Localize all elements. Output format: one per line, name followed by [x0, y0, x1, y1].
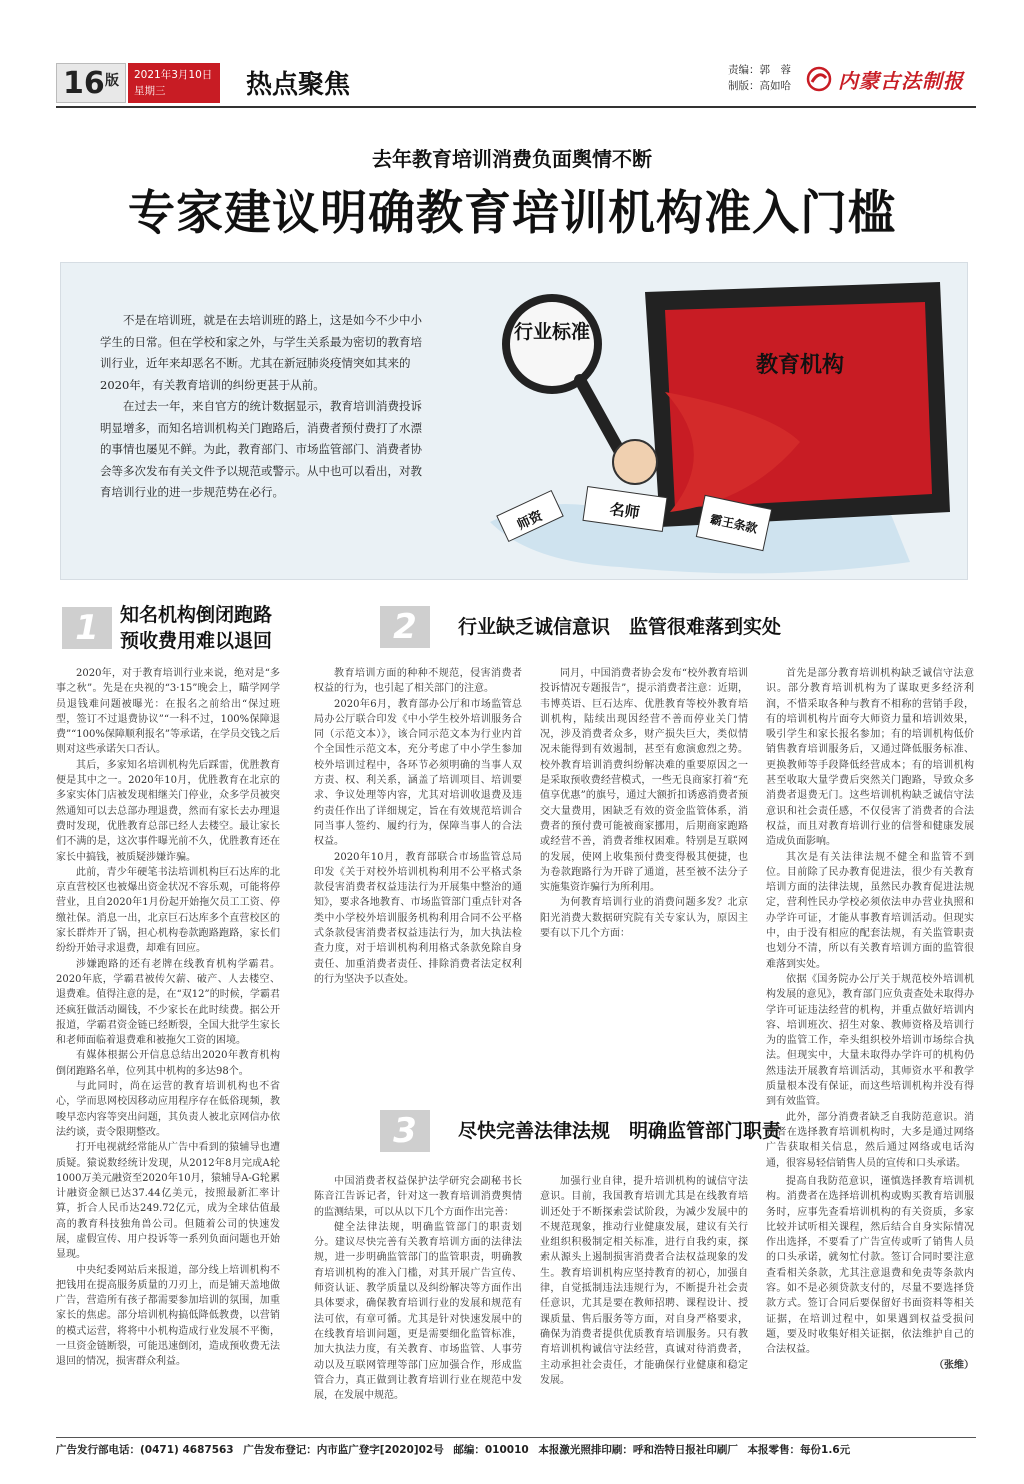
body-paragraph: 打开电视就经常能从广告中看到的猿辅导也遭质疑。猿说数经统计发现，从2012年8月完成A轮1000万美元融资至2020年10月，猿辅导A-G轮累计融资金额已达37.44亿美元，按照最新汇率计算，折合人民币达249.72亿元，成为全球估值最高的教育科技独角兽公司。但随着公司的快速发展，虚假宣传、用户投诉等一系列负面问题也开始显现。: [56, 1142, 280, 1261]
body-paragraph: 教育培训方面的种种不规范，侵害消费者权益的行为，也引起了相关部门的注意。: [314, 668, 522, 695]
article-subtitle: 去年教育培训消费负面舆情不断: [372, 147, 652, 171]
section1-heading: [62, 602, 272, 654]
page-ban-label: 版: [105, 73, 119, 89]
body-paragraph: 有媒体根据公开信息总结出2020年教育机构倒闭跑路名单，位列其中机构的多达98个。: [56, 1050, 280, 1077]
intro-paragraph: 不是在培训班，就是在去培训班的路上，这是如今不少中小学生的日常。但在学校和家之外，与学生关系最为密切的教育培训行业，近年来却恶名不断。尤其在新冠肺炎疫情突如其来的2020年，有关教育培训的纠纷更甚于从前。: [100, 313, 422, 392]
page-number: 16: [63, 66, 105, 101]
paper-label: 名师: [608, 499, 641, 522]
body-paragraph: 中国消费者权益保护法学研究会副秘书长陈音江告诉记者，针对这一教育培训消费舆情的监测结果，可以从以下几个方面作出完善：: [314, 1176, 522, 1218]
body-paragraph: 健全法律法规，明确监管部门的职责划分。建议尽快完善有关教育培训方面的法律法规，进一步明确监管部门的监管职责，明确教育培训机构的准入门槛，对其开展广告宣传、师资认证、教学质量以及纠纷解决等方面作出具体要求，确保教育培训行业的发展和规范有法可依，有章可循。尤其是针对快速发展中的在线教育培训问题，更是需要细化监管标准，加大执法力度，有关教育、市场监管、人事劳动以及互联网管理等部门应加强合作，形成监管合力，真正做到让教育培训行业在规范中发展，在发展中规范。: [314, 1221, 522, 1402]
intro-text: [100, 310, 430, 504]
paper-emblem-icon: [806, 66, 832, 92]
editor-name: 责编：郭 蓉: [728, 64, 791, 76]
body-paragraph: 提高自我防范意识，谨慎选择教育培训机构。消费者在选择培训机构或购买教育培训服务时，应事先查看培训机构的有关资质，多家比较并试听相关课程，然后结合自身实际情况作出选择，不要看了广告宣传或听了销售人员的口头承诺，就匆忙付款。签订合同时要注意查看相关条款，尤其注意退费和免责等条款内容。如不是必须贷款支付的，尽量不要选择贷款方式。签订合同后要保留好书面资料等相关证据，在培训过程中，如果遇到权益受损问题，要及时收集好相关证据，依法维护自己的合法权益。: [766, 1176, 974, 1356]
body-paragraph: 2020年10月，教育部联合市场监管总局印发《关于对校外培训机构利用不公平格式条款侵害消费者权益违法行为开展集中整治的通知》，要求各地教育、市场监管部门重点针对各类中小学校外培训服务机构利用合同不公平格式条款侵害消费者权益违法行为，加大执法检查力度，对于培训机构利用格式条款免除自身责任、加重消费者责任、排除消费者法定权利的行为坚决予以查处。: [314, 851, 522, 985]
header-divider: [56, 106, 976, 108]
producer-name: 制版：高如哈: [728, 80, 791, 92]
section3-number: 3: [380, 1110, 430, 1152]
issue-weekday: 星期三: [134, 85, 166, 97]
ad-phone: 广告发行部电话：(0471) 4687563: [56, 1444, 234, 1456]
body-paragraph: 2020年6月，教育部办公厅和市场监管总局办公厅联合印发《中小学生校外培训服务合同（示范文本）》，该合同示范文本为行业内首个全国性示范文本，充分考虑了中小学生参加校外培训过程中，各环节必须明确的当事人双方责、权、利关系，涵盖了培训项目、培训要求、争议处理等内容，尤其对培训收退费及违约责任作出了详细规定，旨在有效规范培训合同当事人签约、履约行为，保障当事人的合法权益。: [314, 698, 522, 848]
section-name: 热点聚焦: [246, 70, 351, 100]
printing-info: 本报激光照排印刷：呼和浩特日报社印刷厂: [538, 1444, 738, 1456]
cartoon-illustration: [470, 262, 970, 580]
magnifier-handle: [580, 380, 620, 452]
section2-column: [766, 666, 974, 1171]
issue-date: 2021年3月10日: [134, 69, 213, 81]
body-paragraph: 此前，青少年硬笔书法培训机构巨石达库的北京直营校区也被爆出资金状况不容乐观，可能将停营业，且自2020年1月份起开始拖欠员工工资、停缴社保。消息一出，北京巨石达库多个直营校区的家长群炸开了锅，担心机构卷款跑路跑路，家长们纷纷开始寻求退费，却难有回应。: [56, 866, 280, 955]
paper-label: 师资: [515, 508, 546, 534]
footer-divider: [56, 1437, 976, 1438]
author-signature: （张维）: [934, 1359, 974, 1371]
section3-column: [540, 1174, 748, 1388]
body-paragraph: 为何教育培训行业的消费问题多发？北京阳光消费大数据研究院有关专家认为，原因主要有以下几个方面：: [540, 897, 748, 940]
body-paragraph: 其次是有关法律法规不健全和监管不到位。目前除了民办教育促进法，很少有关教育培训方面的法律法规，虽然民办教育促进法规定，营利性民办学校必须依法申办营业执照和办学许可证，才能从事教育培训活动。但现实中，由于没有相应的配套法规，有关监管职责也划分不清，所以有关教育培训方面的监管很难落到实处。: [766, 851, 974, 970]
body-paragraph: 同月，中国消费者协会发布“校外教育培训投诉情况专题报告”，提示消费者注意：近期，韦博英语、巨石达库、优胜教育等校外教育培训机构，陆续出现因经营不善而停业关门情况，涉及消费者众多，财产损失巨大，类似情况未能得到有效遏制，甚至有愈演愈烈之势。校外教育培训消费纠纷解决难的重要原因之一是采取预收费经营模式，一些无良商家打着“充值享优惠”的旗号，通过大额折扣诱惑消费者预交大量费用，困缺乏有效的资金监管体系，消费者的预付费可能被商家挪用，后期商家跑路或经营不善，消费者维权困难。特别是互联网的发展，使网上收集预付费变得极其便捷，也为卷款跑路行为开辟了通道，甚至被不法分子实施集资诈骗行为所利用。: [540, 668, 748, 894]
section1-number: 1: [62, 607, 112, 649]
masthead: [56, 58, 976, 106]
footer: [56, 1442, 976, 1457]
section3-heading: [380, 1110, 781, 1152]
body-paragraph: 此外，部分消费者缺乏自我防范意识。消费者在选择教育培训机构时，大多是通过网络广告获取相关信息，然后通过网络或电话沟通，很容易轻信销售人员的宣传和口头承诺。: [766, 1111, 974, 1169]
magnifier-label: 行业标准: [513, 321, 591, 343]
article-title: 专家建议明确教育培训机构准入门槛: [128, 186, 896, 241]
section3-title: 尽快完善法律法规 明确监管部门职责: [458, 1120, 782, 1142]
section2-title: 行业缺乏诚信意识 监管很难落到实处: [458, 616, 782, 638]
body-paragraph: 首先是部分教育培训机构缺乏诚信守法意识。部分教育培训机构为了谋取更多经济利润，不惜采取各种与教育不相称的营销手段，有的培训机构片面夸大师资力量和培训效果，吸引学生和家长报名参加；有的培训机构低价销售教育培训服务后，又通过降低服务标准、更换教师等手段降低经营成本；有的培训机构甚至收取大量学费后突然关门跑路，导致众多消费者退费无门。这些培训机构缺乏诚信守法意识和社会责任感，不仅侵害了消费者的合法权益，而且对教育培训行业的信誉和健康发展造成负面影响。: [766, 668, 974, 848]
body-paragraph: 2020年，对于教育培训行业来说，绝对是“多事之秋”。先是在央视的“3·15”晚会上，瞄学网学员退钱难问题被曝光：在报名之前给出“保过班型，签订不过退费协议”“一科不过，100%保障退费”“100%保障顺利报名”等承诺，在学员交钱之后则对这些承诺矢口否认。: [56, 668, 280, 756]
section3-column: [314, 1174, 522, 1403]
newspaper-logo: [806, 64, 976, 94]
body-paragraph: 与此同时，尚在运营的教育培训机构也不省心，学而思网校因移动应用程序存在低俗现频，教唆早恋内容等突出问题，其负责人被北京网信办依法约谈，责令限期整改。: [56, 1081, 280, 1138]
section2-column: [314, 666, 522, 987]
section2-number: 2: [380, 606, 430, 648]
screen-label: 教育机构: [755, 353, 845, 378]
page-number-box: [56, 63, 126, 103]
body-paragraph: 中央纪委网站后来报道，部分线上培训机构不把钱用在提高服务质量的刀刃上，而是铺天盖地做广告，营造所有孩子都需要参加培训的氛围，加重家长的焦虑。部分培训机构搞低降低教费，以营销的模式运营，将将中小机构造成行业发展不平衡，一旦资金链断裂，可能迅速倒闭，造成预收费无法退回的情况，损害群众利益。: [56, 1264, 280, 1368]
paper-label: 霸王条款: [708, 512, 759, 536]
intro-paragraph: 在过去一年，来自官方的统计数据显示，教育培训消费投诉明显增多，而知名培训机构关门跑路后，消费者预付费打了水漂的事情也屡见不鲜。为此，教育部门、市场监管部门、消费者协会等多次发布有关文件予以规范或警示。从中也可以看出，对教育培训行业的进一步规范势在必行。: [100, 399, 422, 499]
body-paragraph: 加强行业自律，提升培训机构的诚信守法意识。目前，我国教育培训尤其是在线教育培训还处于不断探索尝试阶段，为减少发展中的不规范现象，推动行业健康发展，建议有关行业组织积极制定相关标准，进行自我约束，探索从源头上遏制损害消费者合法权益现象的发生。教育培训机构应坚持教育的初心，加强自律，自觉抵制违法违规行为，不断提升社会责任意识，尤其是要在教师招聘、课程设计、授课质量、售后服务等方面，对自身严格要求，确保为消费者提供优质教育培训服务。只有教育培训机构诚信守法经营，真诚对待消费者，主动承担社会责任，才能确保行业健康和稳定发展。: [540, 1176, 748, 1386]
section1-column: [56, 666, 280, 1370]
hand-icon: [613, 440, 657, 484]
ad-registration: 广告发布登记：内市监广登字[2020]02号: [243, 1444, 444, 1456]
section3-column: [766, 1174, 974, 1373]
section1-title-line1: 知名机构倒闭跑路: [120, 604, 273, 626]
section2-heading: [380, 606, 781, 648]
body-paragraph: 涉嫌跑路的还有老牌在线教育机构学霸君。2020年底，学霸君被传欠薪、破产、人去楼空、退费难。值得注意的是，在“双12”的时候，学霸君还疯狂做活动圈钱，不少家长在此时续费。据公开报道，学霸君资金链已经断裂，全国大批学生家长和老师面临着退费难和被拖欠工资的困境。: [56, 958, 280, 1047]
section2-column: [540, 666, 748, 941]
section1-title-line2: 预收费用难以退回: [120, 630, 273, 652]
retail-price: 本报零售：每份1.6元: [747, 1444, 851, 1456]
editor-info: [728, 62, 791, 94]
body-paragraph: 其后，多家知名培训机构先后踩雷，优胜教育便是其中之一。2020年10月，优胜教育在北京的多家实体门店被发现相继关门停业，众多学员被突然通知可以去总部办理退费，然而有家长去办理退费时发现，优胜教育总部已经人去楼空。最让家长们不满的是，这次事件曝光前不久，优胜教育还在家长中搞钱，被质疑涉嫌诈骗。: [56, 759, 280, 863]
date-box: [128, 63, 220, 103]
paper-name: 内蒙古法制报: [838, 68, 964, 93]
body-paragraph: 依据《国务院办公厅关于规范校外培训机构发展的意见》，教育部门应负责查处未取得办学许可证违法经营的机构，并重点做好培训内容、培训班次、招生对象、教师资格及培训行为的监管工作，牵头组织校外培训市场综合执法。但现实中，大量未取得办学许可的机构仍然违法开展教育培训活动，其师资水平和教学质量根本没有保证，而这些培训机构并没有得到有效监管。: [766, 973, 974, 1108]
postcode: 邮编：010010: [453, 1444, 529, 1456]
